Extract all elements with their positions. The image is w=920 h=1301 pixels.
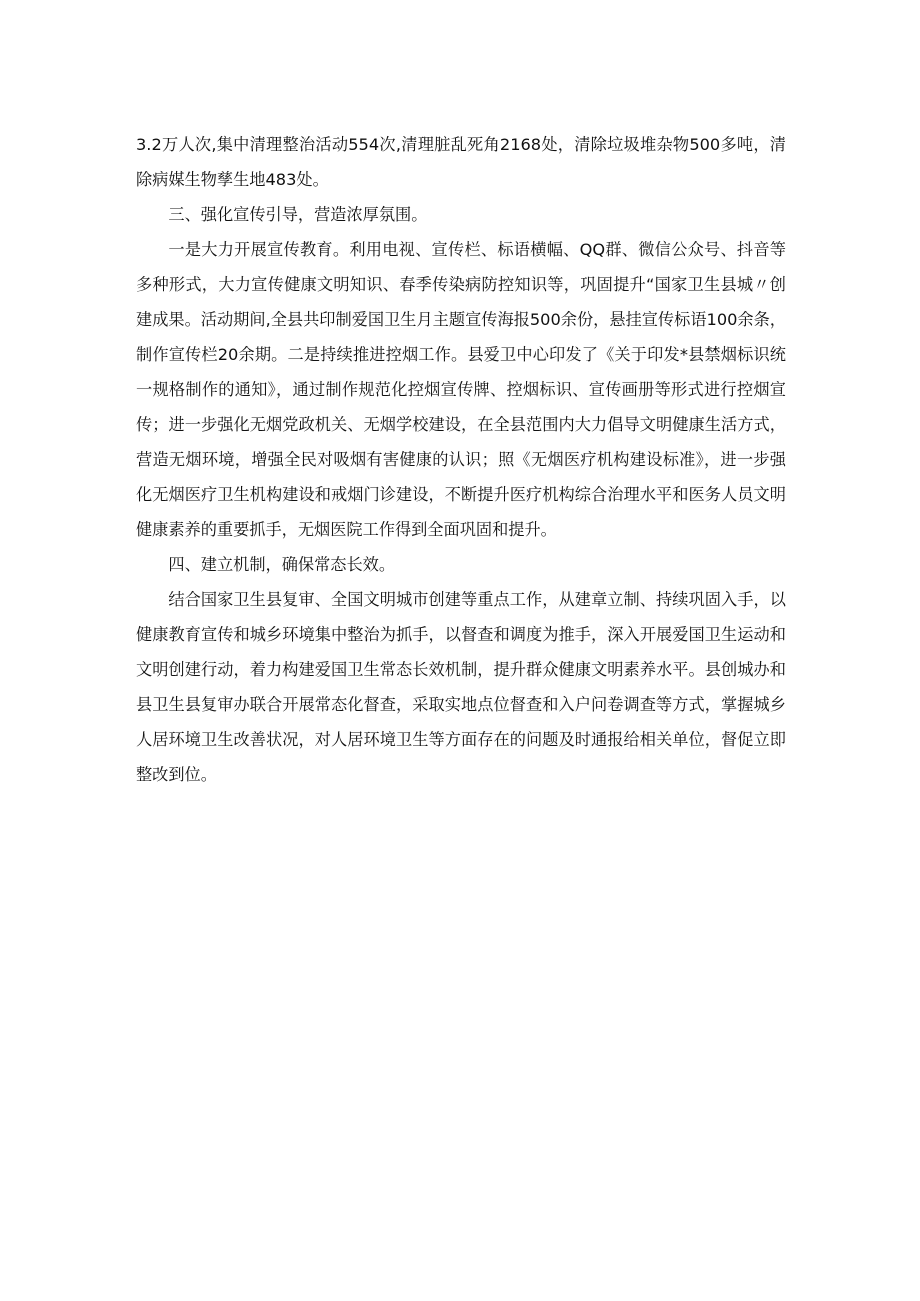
paragraph-continued-stats: 3.2万人次,集中清理整治活动554次,清理脏乱死角2168处，清除垃圾堆杂物500多吨，清除病媒生物孳生地483处。	[136, 135, 786, 189]
section-heading-mechanism: 四、建立机制，确保常态长效。	[168, 555, 396, 574]
section-heading-publicity: 三、强化宣传引导，营造浓厚氛围。	[168, 205, 428, 224]
document-body	[136, 127, 786, 792]
paragraph-publicity-details: 一是大力开展宣传教育。利用电视、宣传栏、标语横幅、QQ群、微信公众号、抖音等多种形式，大力宣传健康文明知识、春季传染病防控知识等，巩固提升“国家卫生县城〃创建成果。活动期间,全县共印制爱国卫生月主题宣传海报500余份，悬挂宣传标语100余条，制作宣传栏20余期。二是持续推进控烟工作。县爱卫中心印发了《关于印发*县禁烟标识统一规格制作的通知》，通过制作规范化控烟宣传牌、控烟标识、宣传画册等形式进行控烟宣传；进一步强化无烟党政机关、无烟学校建设，在全县范围内大力倡导文明健康生活方式，营造无烟环境，增强全民对吸烟有害健康的认识；照《无烟医疗机构建设标准》，进一步强化无烟医疗卫生机构建设和戒烟门诊建设，不断提升医疗机构综合治理水平和医务人员文明健康素养的重要抓手，无烟医院工作得到全面巩固和提升。	[136, 240, 786, 539]
paragraph-mechanism-details: 结合国家卫生县复审、全国文明城市创建等重点工作，从建章立制、持续巩固入手，以健康教育宣传和城乡环境集中整治为抓手，以督查和调度为推手，深入开展爱国卫生运动和文明创建行动，着力构建爱国卫生常态长效机制，提升群众健康文明素养水平。县创城办和县卫生县复审办联合开展常态化督查，采取实地点位督查和入户问卷调查等方式，掌握城乡人居环境卫生改善状况，对人居环境卫生等方面存在的问题及时通报给相关单位，督促立即整改到位。	[136, 590, 786, 784]
